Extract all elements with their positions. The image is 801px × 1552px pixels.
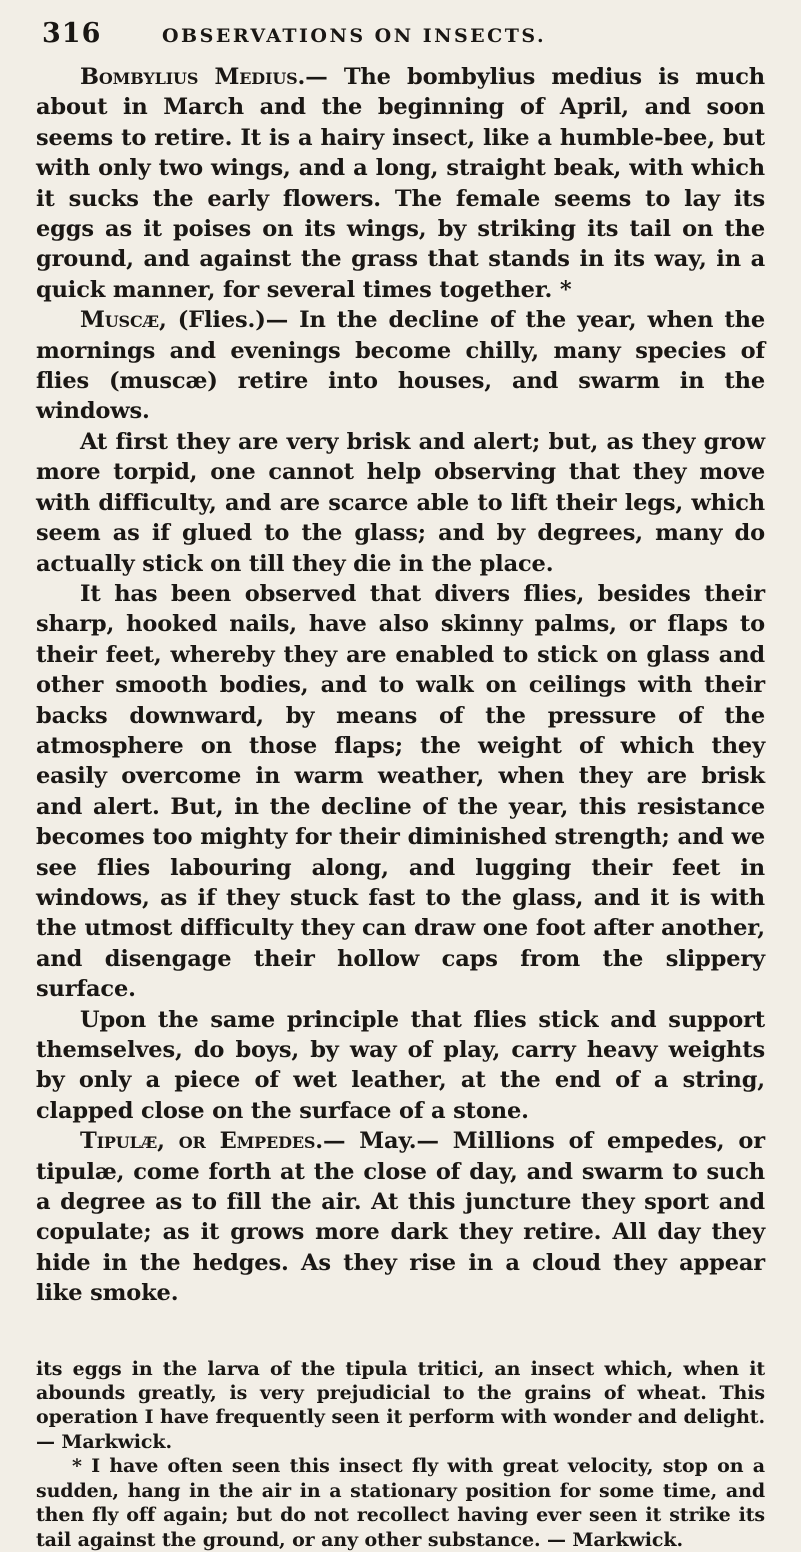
page-number: 316 xyxy=(42,18,102,49)
footnote-bombylius: * I have often seen this insect fly with great velocity, stop on a sudden, hang in the air in a stationary position for some time, and then fly off again; but do not recollect having ever seen it strike its tail against the ground, or any other substance. — Markwick. xyxy=(36,1455,765,1551)
paragraph-text: (Flies.)— In the decline of the year, when the mornings and evenings become chilly, many species of flies (muscæ) retire into houses, and swarm in the windows. xyxy=(36,307,765,425)
running-head xyxy=(36,18,765,54)
paragraph-text: It has been observed that divers flies, besides their sharp, hooked nails, have also skinny palms, or flaps to their feet, whereby they are enabled to stick on glass and other smooth bodies, and to walk on ceilings with their backs downward, by means of the pressure of the atmosphere on those flaps; the weight of which they easily overcome in warm weather, when they are brisk and alert. But, in the decline of the year, this resistance becomes too mighty for their diminished strength; and we see flies labouring along, and lugging their feet in windows, as if they stuck fast to the glass, and it is with the utmost difficulty they can draw one foot after another, and disengage their hollow caps from the slippery surface. xyxy=(36,580,765,1003)
footnotes xyxy=(36,1357,765,1552)
body-text xyxy=(36,62,765,1309)
paragraph-tipulae xyxy=(36,1126,765,1308)
paragraph-fly-feet xyxy=(36,579,765,1005)
footnote-continuation: its eggs in the larva of the tipula tritici, an insect which, when it abounds greatly, is very prejudicial to the grains of wheat. This operation I have frequently seen it perform with wonder and delight. — Markwick. xyxy=(36,1357,765,1453)
paragraph-torpid-flies xyxy=(36,427,765,579)
paragraph-bombylius xyxy=(36,62,765,305)
section-head: Tipulæ, or Empedes. xyxy=(80,1128,323,1155)
paragraph-text: — The bombylius medius is much about in March and the beginning of April, and soon seems to retire. It is a hairy insect, like a humble-bee, but with only two wings, and a long, straight beak, with which it sucks the early flowers. The female seems to lay its eggs as it poises on its wings, by striking its tail on the ground, and against the grass that stands in its way, in a quick manner, for several times together. * xyxy=(36,64,765,303)
paragraph-muscae xyxy=(36,305,765,427)
running-title: OBSERVATIONS ON INSECTS. xyxy=(162,25,547,47)
paragraph-wet-leather xyxy=(36,1005,765,1127)
paragraph-text: At first they are very brisk and alert; but, as they grow more torpid, one cannot help observing that they move with difficulty, and are scarce able to lift their legs, which seem as if glued to the glass; and by degrees, many do actually stick on till they die in the place. xyxy=(36,428,765,577)
section-head: Muscæ, xyxy=(80,307,167,334)
section-head: Bombylius Medius. xyxy=(80,64,306,90)
paragraph-text: — May.— Millions of empedes, or tipulæ, come forth at the close of day, and swarm to such a degree as to fill the air. At this juncture they sport and copulate; as it grows more dark they retire. All day they hide in the hedges. As they rise in a cloud they appear like smoke. xyxy=(36,1128,765,1307)
paragraph-text: Upon the same principle that flies stick and support themselves, do boys, by way of play, carry heavy weights by only a piece of wet leather, at the end of a string, clapped close on the surface of a stone. xyxy=(36,1006,765,1124)
